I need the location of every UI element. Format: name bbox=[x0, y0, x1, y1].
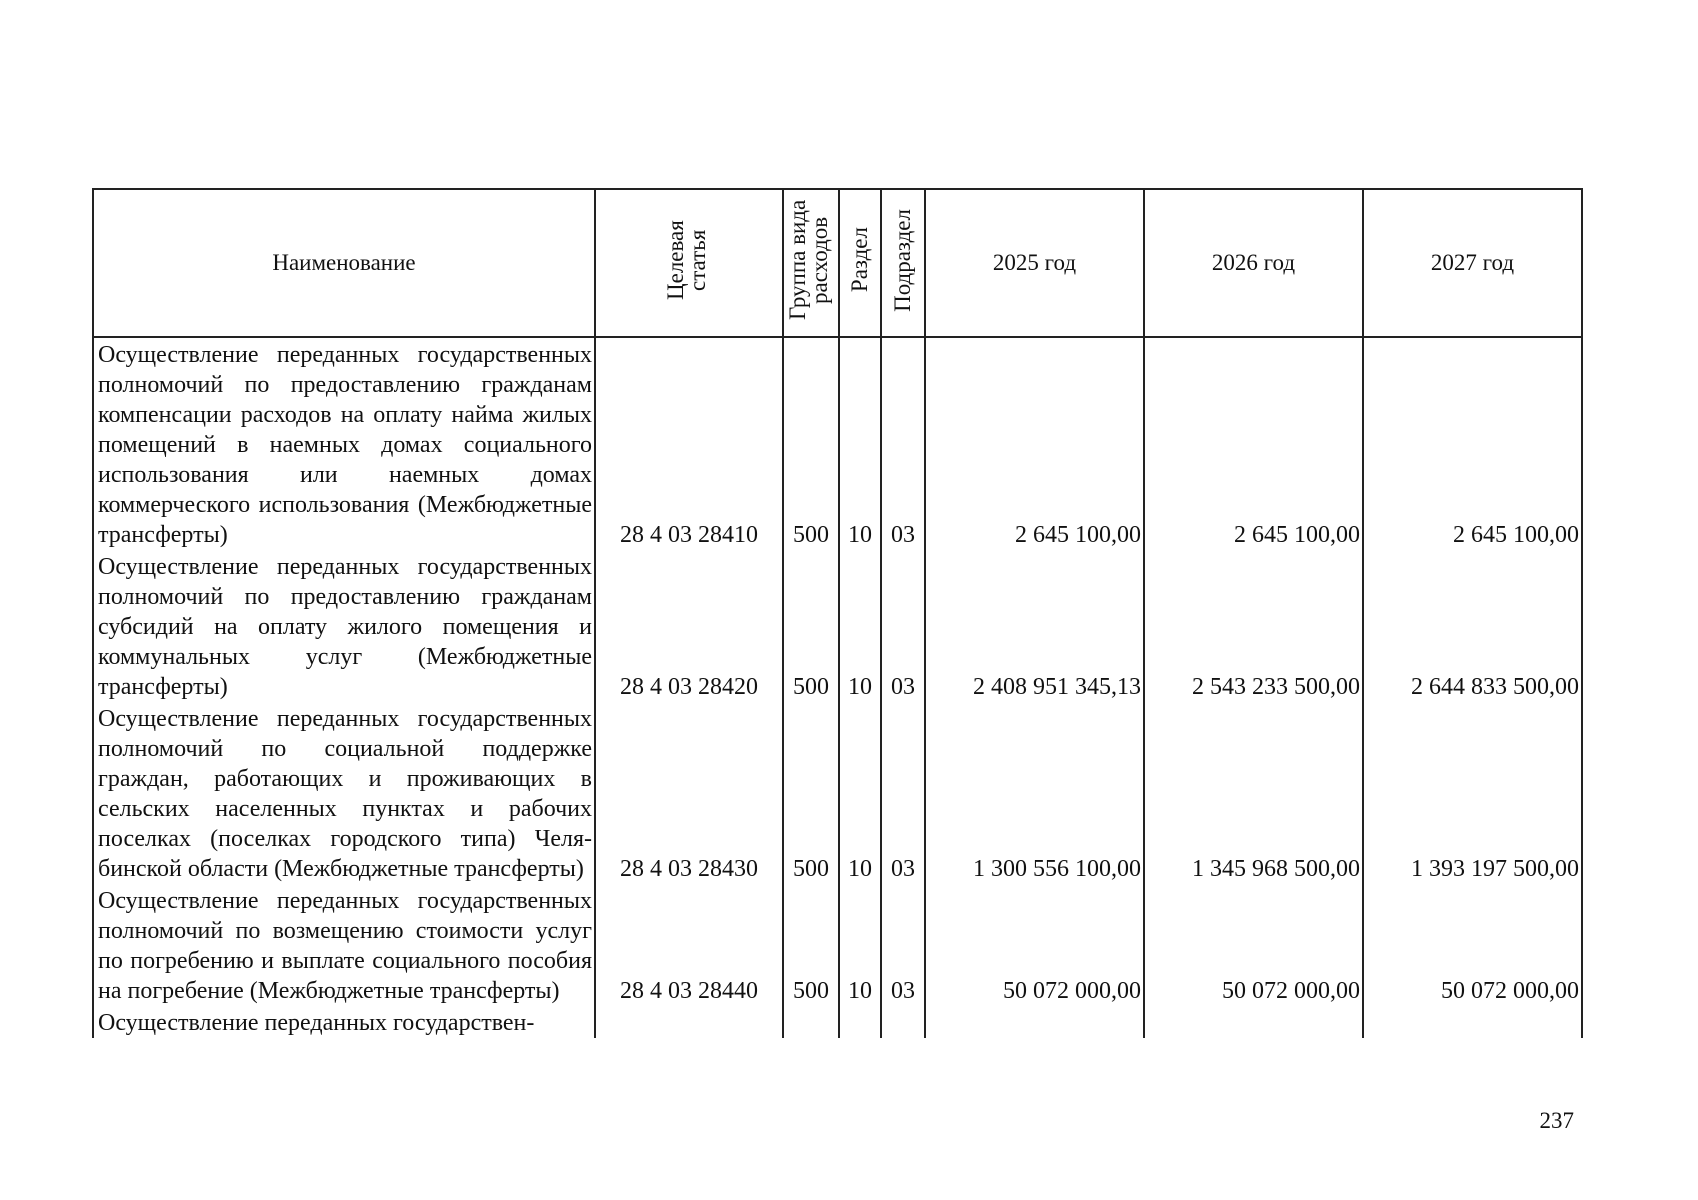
row-amount-2025: 2 645 100,00 bbox=[925, 337, 1144, 550]
row-amount-2027: 50 072 000,00 bbox=[1363, 884, 1582, 1006]
table-row-partial bbox=[93, 1006, 1582, 1038]
header-section bbox=[839, 189, 881, 337]
row-subsection-empty bbox=[881, 1006, 925, 1038]
header-target-article-text: Целевая статья bbox=[663, 220, 710, 300]
row-amount-2025-empty bbox=[925, 1006, 1144, 1038]
row-target-article: 28 4 03 28410 bbox=[595, 337, 783, 550]
row-name: Осуществление переданных государствен- bbox=[93, 1006, 595, 1038]
row-amount-2027: 2 644 833 500,00 bbox=[1363, 550, 1582, 702]
row-amount-2027: 2 645 100,00 bbox=[1363, 337, 1582, 550]
row-amount-2027-empty bbox=[1363, 1006, 1582, 1038]
row-expense-group: 500 bbox=[783, 702, 839, 884]
row-name: Осуществление переданных государственных полномочий по социальной поддержке граждан, работающих и проживающих в сельских населенных пунктах и рабочих поселках (поселках городского типа) Челябинской области (Межбюджетные трансферты) bbox=[93, 702, 595, 884]
header-target-article bbox=[595, 189, 783, 337]
header-year-2025: 2025 год bbox=[925, 189, 1144, 337]
row-expense-group: 500 bbox=[783, 884, 839, 1006]
row-expense-group: 500 bbox=[783, 337, 839, 550]
row-target-article: 28 4 03 28420 bbox=[595, 550, 783, 702]
table-row bbox=[93, 702, 1582, 884]
row-name: Осуществление переданных государственных полномочий по возмещению стоимости услуг по погребению и выплате социального пособия на погребение (Межбюджетные трансферты) bbox=[93, 884, 595, 1006]
row-subsection: 03 bbox=[881, 550, 925, 702]
row-amount-2026: 1 345 968 500,00 bbox=[1144, 702, 1363, 884]
row-amount-2025: 50 072 000,00 bbox=[925, 884, 1144, 1006]
row-section-empty bbox=[839, 1006, 881, 1038]
row-target-article: 28 4 03 28440 bbox=[595, 884, 783, 1006]
budget-table bbox=[92, 188, 1583, 1038]
row-section: 10 bbox=[839, 884, 881, 1006]
page-number: 237 bbox=[1539, 1108, 1574, 1133]
table-row bbox=[93, 884, 1582, 1006]
row-subsection: 03 bbox=[881, 337, 925, 550]
row-section: 10 bbox=[839, 550, 881, 702]
header-expense-group bbox=[783, 189, 839, 337]
row-name: Осуществление переданных государственных полномочий по предоставлению гражданам субсидий на оплату жилого помещения и коммунальных услуг (Межбюджетные трансферты) bbox=[93, 550, 595, 702]
row-target-article: 28 4 03 28430 bbox=[595, 702, 783, 884]
row-amount-2025: 1 300 556 100,00 bbox=[925, 702, 1144, 884]
header-expense-group-text: Группа вида расходов bbox=[785, 199, 832, 321]
header-section-text: Раздел bbox=[847, 227, 872, 293]
header-year-2026: 2026 год bbox=[1144, 189, 1363, 337]
header-subsection-text: Подраздел bbox=[890, 208, 915, 312]
row-amount-2025: 2 408 951 345,13 bbox=[925, 550, 1144, 702]
row-amount-2027: 1 393 197 500,00 bbox=[1363, 702, 1582, 884]
header-subsection bbox=[881, 189, 925, 337]
row-section: 10 bbox=[839, 337, 881, 550]
header-name: Наименование bbox=[93, 189, 595, 337]
row-name: Осуществление переданных государственных полномочий по предоставлению гражданам компенсации расходов на оплату найма жилых помещений в наемных домах социального использования или наемных домах коммерческого использования (Межбюджетные трансферты) bbox=[93, 337, 595, 550]
row-target-article-empty bbox=[595, 1006, 783, 1038]
row-expense-group-empty bbox=[783, 1006, 839, 1038]
row-expense-group: 500 bbox=[783, 550, 839, 702]
row-amount-2026: 2 645 100,00 bbox=[1144, 337, 1363, 550]
table-row bbox=[93, 337, 1582, 550]
table-row bbox=[93, 550, 1582, 702]
row-amount-2026-empty bbox=[1144, 1006, 1363, 1038]
row-section: 10 bbox=[839, 702, 881, 884]
row-amount-2026: 2 543 233 500,00 bbox=[1144, 550, 1363, 702]
row-subsection: 03 bbox=[881, 884, 925, 1006]
row-amount-2026: 50 072 000,00 bbox=[1144, 884, 1363, 1006]
table-header-row bbox=[93, 189, 1582, 337]
header-year-2027: 2027 год bbox=[1363, 189, 1582, 337]
row-subsection: 03 bbox=[881, 702, 925, 884]
